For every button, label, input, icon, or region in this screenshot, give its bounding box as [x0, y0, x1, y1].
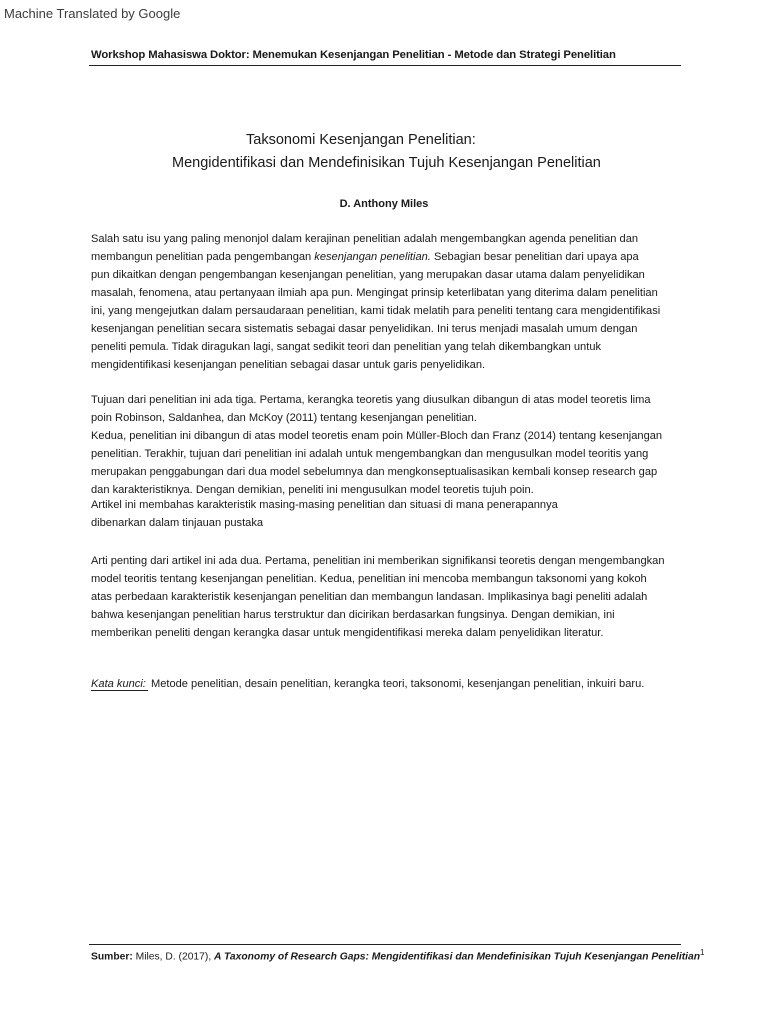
title-line-1: Taksonomi Kesenjangan Penelitian:	[246, 132, 476, 148]
keywords-line	[91, 678, 644, 690]
text-line: model teoritis tentang kesenjangan penelitian. Kedua, penelitian ini mencoba membangun taksonomi yang kokoh	[91, 573, 647, 585]
text-line: mengidentifikasi kesenjangan penelitian sebagai dasar untuk garis penyelidikan.	[91, 359, 486, 371]
footer-divider	[89, 944, 681, 945]
text-line: Arti penting dari artikel ini ada dua. Pertama, penelitian ini memberikan signifikansi teoretis dengan mengembangkan	[91, 555, 665, 567]
paragraph-significance	[91, 552, 683, 642]
text-line: Tujuan dari penelitian ini ada tiga. Pertama, kerangka teoretis yang diusulkan dibangun di atas model teoretis lima	[91, 394, 651, 406]
text-line: Kedua, penelitian ini dibangun di atas model teoretis enam poin Müller-Bloch dan Franz (2014) tentang kesenjangan	[91, 430, 663, 442]
text-line: masalah, fenomena, atau pertanyaan ilmiah apa pun. Mengingat prinsip keterlibatan yang diterima dalam penelitian	[91, 287, 658, 299]
text-line: Salah satu isu yang paling menonjol dalam kerajinan penelitian adalah mengembangkan agenda penelitian dan	[91, 233, 639, 245]
emphasized-term: kesenjangan penelitian.	[314, 251, 431, 263]
running-header: Workshop Mahasiswa Doktor: Menemukan Kesenjangan Penelitian - Metode dan Strategi Penelitian	[91, 49, 616, 61]
text-segment: Sebagian besar penelitian dari upaya apa	[430, 251, 639, 263]
text-line: memberikan peneliti dengan kerangka dasar untuk mengidentifikasi mereka dalam penyelidikan literatur.	[91, 627, 604, 639]
paragraph-discussion	[91, 496, 683, 532]
text-line: atas perbedaan karakteristik kesenjangan penelitian dan membangun landasan. Implikasinya bagi peneliti adalah	[91, 591, 648, 603]
text-line: peneliti pemula. Tidak diragukan lagi, sangat sedikit teori dan penelitian yang telah dikembangkan untuk	[91, 341, 602, 353]
text-line: Artikel ini membahas karakteristik masing-masing penelitian dan situasi di mana penerapannya	[91, 499, 558, 511]
source-footer	[91, 948, 704, 962]
text-line: merupakan penggabungan dari dua model sebelumnya dan mengkonseptualisasikan kembali konsep research gap	[91, 466, 658, 478]
text-line: penelitian. Terakhir, tujuan dari penelitian ini adalah untuk mengembangkan dan mengusulkan model teoritis yang	[91, 448, 649, 460]
footer-citation: Miles, D. (2017),	[132, 951, 215, 963]
machine-translated-banner: Machine Translated by Google	[4, 6, 181, 21]
paragraph-purpose	[91, 391, 683, 499]
paragraph-intro	[91, 230, 683, 374]
title-line-2: Mengidentifikasi dan Mendefinisikan Tujuh Kesenjangan Penelitian	[172, 155, 601, 171]
text-line: dibenarkan dalam tinjauan pustaka	[91, 517, 264, 529]
text-segment: membangun penelitian pada pengembangan	[91, 251, 315, 263]
page-number: 1	[700, 948, 705, 957]
keywords-text: Metode penelitian, desain penelitian, kerangka teori, taksonomi, kesenjangan penelitian, inkuiri baru.	[147, 678, 645, 690]
footer-label: Sumber:	[91, 951, 133, 963]
text-line: poin Robinson, Saldanhea, dan McKoy (2011) tentang kesenjangan penelitian.	[91, 412, 477, 424]
text-line: kesenjangan penelitian secara sistematis sebagai dasar penyelidikan. Ini terus menjadi masalah umum dengan	[91, 323, 638, 335]
text-line: pun dikaitkan dengan pengembangan kesenjangan penelitian, yang merupakan dasar utama dalam penyelidikan	[91, 269, 645, 281]
text-line	[91, 248, 683, 266]
header-divider	[89, 65, 681, 66]
keywords-label: Kata kunci:	[91, 678, 146, 690]
text-line: dan karakteristiknya. Dengan demikian, peneliti ini mengusulkan model teoretis tujuh poin.	[91, 484, 534, 496]
author-name: D. Anthony Miles	[339, 198, 429, 210]
text-line: bahwa kesenjangan penelitian harus terstruktur dan dicirikan berdasarkan fungsinya. Dengan demikian, ini	[91, 609, 615, 621]
footer-source-title: A Taxonomy of Research Gaps: Mengidentifikasi dan Mendefinisikan Tujuh Kesenjangan Penelitian	[214, 951, 701, 963]
text-line: ini, yang mengejutkan dalam persaudaraan penelitian, kami tidak melatih para peneliti tentang cara mengidentifikasi	[91, 305, 661, 317]
